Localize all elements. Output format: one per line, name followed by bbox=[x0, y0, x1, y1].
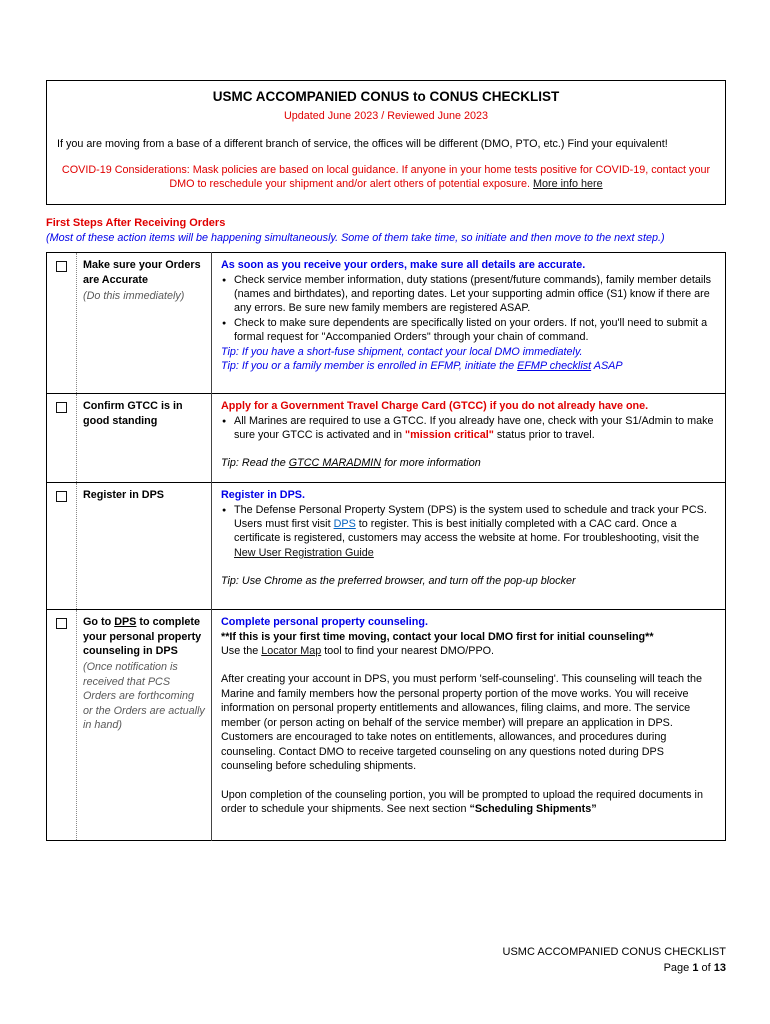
efmp-checklist-link[interactable]: EFMP checklist bbox=[517, 360, 592, 373]
content-cell bbox=[212, 483, 726, 610]
checkbox-counseling[interactable] bbox=[56, 618, 67, 629]
footer-page-total: 13 bbox=[713, 961, 726, 974]
document-content bbox=[46, 80, 726, 841]
checkbox-cell bbox=[47, 394, 77, 483]
tip-line: Tip: If you have a short-fuse shipment, contact your local DMO immediately. bbox=[221, 345, 583, 358]
bullet-text: The Defense Personal Property System (DPS) is the system used to schedule and track your PCS. Users must first visit bbox=[234, 503, 707, 530]
mission-critical-text: "mission critical" bbox=[405, 428, 494, 441]
row-title-text: Go to bbox=[83, 616, 115, 629]
content-cell bbox=[212, 253, 726, 394]
spacer bbox=[221, 774, 716, 788]
covid-more-info-link[interactable]: More info here bbox=[533, 178, 603, 191]
label-cell bbox=[77, 394, 212, 483]
footer-title: USMC ACCOMPANIED CONUS CHECKLIST bbox=[502, 946, 726, 959]
covid-note bbox=[57, 163, 715, 192]
paragraph-text: Upon completion of the counseling portion, you will be prompted to upload the required documents in order to schedule your shipments. See next section bbox=[221, 788, 703, 816]
locator-map-link[interactable]: Locator Map bbox=[261, 644, 322, 657]
checklist-row-counseling bbox=[47, 610, 726, 841]
row-title: Confirm GTCC is in good standing bbox=[83, 400, 183, 427]
bullet-text: All Marines are required to use a GTCC. If you already have one, check with your S1/Admin to make sure your GTCC is activated and in bbox=[234, 414, 714, 441]
checklist-row-dps-register bbox=[47, 483, 726, 610]
dps-link[interactable]: DPS bbox=[114, 616, 137, 629]
bullet-item bbox=[221, 503, 716, 561]
row-lead: Complete personal property counseling. bbox=[221, 616, 428, 629]
row-title-note: (Once notification is received that PCS Orders are forthcoming or the Orders are actually in hand) bbox=[83, 661, 205, 732]
tip-line: Tip: Use Chrome as the preferred browser, and turn off the pop-up blocker bbox=[221, 575, 576, 588]
locator-line bbox=[221, 644, 716, 658]
spacer bbox=[221, 658, 716, 672]
footer-page-number: 1 bbox=[692, 961, 699, 974]
locator-text: tool to find your nearest DMO/PPO. bbox=[321, 644, 495, 657]
paragraph: After creating your account in DPS, you must perform 'self-counseling'. This counseling will teach the Marine and family members how the personal property portion of the move works. You will receive information on personal property entitlements and allowances, filing claims, and more. The service member (or person acting on behalf of the service member) will prepare an application in DPS. Customers are encouraged to take notes on entitlements, allowances, and procedures during counseling. Contact DMO to receive targeted counseling on any questions noted during DPS counseling before scheduling shipments. bbox=[221, 673, 703, 773]
dps-link[interactable]: DPS bbox=[333, 517, 356, 530]
footer-page bbox=[503, 961, 727, 976]
spacer bbox=[221, 442, 716, 456]
bullet-text: to register. This is best initially completed with a CAC card. Once a certificate is registered, customers may access the website at home. For troubleshooting, visit the bbox=[234, 517, 700, 545]
tip-text: Tip: Read the bbox=[221, 457, 289, 470]
new-user-registration-guide-link[interactable]: New User Registration Guide bbox=[234, 546, 374, 559]
doc-intro: If you are moving from a base of a different branch of service, the offices will be different (DMO, PTO, etc.) Find your equivalent! bbox=[57, 137, 668, 150]
checkbox-gtcc[interactable] bbox=[56, 402, 67, 413]
row-title bbox=[83, 615, 205, 658]
section-note: (Most of these action items will be happening simultaneously. Some of them take time, so initiate and then move to the next step.) bbox=[46, 231, 665, 244]
bullet-text: Check to make sure dependents are specifically listed on your orders. If not, you'll need to submit a formal request for "Accompanied Orders" through your chain of command. bbox=[234, 316, 708, 344]
checklist-row-orders bbox=[47, 253, 726, 394]
bullet-item bbox=[221, 414, 716, 443]
covid-text: COVID-19 Considerations: Mask policies are based on local guidance. If anyone in your home tests positive for COVID-19, contact your DMO to reschedule your shipment and/or alert others of potential exposure. bbox=[61, 163, 711, 191]
page-footer bbox=[503, 945, 727, 976]
bullet-text: Check service member information, duty stations (present/future commands), family member details (names and birthdates), and reporting dates. Let your supporting admin office (S1) know if there are any errors. Be sure new family members are registered ASAP. bbox=[234, 273, 712, 315]
header-box bbox=[46, 80, 726, 205]
checkbox-cell bbox=[47, 253, 77, 394]
gtcc-maradmin-link[interactable]: GTCC MARADMIN bbox=[288, 457, 382, 470]
tip-line bbox=[221, 456, 716, 470]
label-cell bbox=[77, 253, 212, 394]
bullet-text: status prior to travel. bbox=[493, 428, 595, 441]
doc-subtitle: Updated June 2023 / Reviewed June 2023 bbox=[283, 110, 489, 123]
row-lead: Apply for a Government Travel Charge Card (GTCC) if you do not already have one. bbox=[221, 400, 649, 413]
checkbox-cell bbox=[47, 483, 77, 610]
checkbox-orders[interactable] bbox=[56, 261, 67, 272]
row-lead: Register in DPS. bbox=[221, 489, 305, 502]
footer-page-text: of bbox=[698, 961, 714, 974]
content-cell bbox=[212, 394, 726, 483]
tip-text: Tip: If you or a family member is enrolled in EFMP, initiate the bbox=[221, 360, 518, 373]
tip-text: ASAP bbox=[591, 360, 623, 373]
tip-text: for more information bbox=[381, 457, 481, 470]
row-title: Make sure your Orders are Accurate bbox=[83, 259, 201, 286]
row-title-text: to complete your personal property counseling in DPS bbox=[83, 616, 202, 657]
locator-text: Use the bbox=[221, 644, 262, 657]
checkbox-cell bbox=[47, 610, 77, 841]
content-cell bbox=[212, 610, 726, 841]
first-time-note: **If this is your first time moving, contact your local DMO first for initial counseling** bbox=[221, 630, 654, 643]
footer-page-text: Page bbox=[663, 961, 693, 974]
tip-line bbox=[221, 359, 716, 373]
section-heading: First Steps After Receiving Orders bbox=[46, 216, 226, 229]
spacer bbox=[221, 560, 716, 574]
scheduling-shipments-ref: “Scheduling Shipments” bbox=[469, 803, 597, 816]
checklist-row-gtcc bbox=[47, 394, 726, 483]
paragraph bbox=[221, 788, 716, 817]
checkbox-dps-register[interactable] bbox=[56, 491, 67, 502]
bullet-item bbox=[221, 273, 716, 316]
row-lead: As soon as you receive your orders, make sure all details are accurate. bbox=[221, 259, 586, 272]
label-cell bbox=[77, 610, 212, 841]
checklist-table bbox=[46, 252, 726, 841]
row-title: Register in DPS bbox=[83, 489, 164, 502]
bullet-item bbox=[221, 316, 716, 345]
doc-title: USMC ACCOMPANIED CONUS to CONUS CHECKLIST bbox=[212, 89, 560, 104]
label-cell bbox=[77, 483, 212, 610]
row-title-note: (Do this immediately) bbox=[83, 289, 185, 302]
